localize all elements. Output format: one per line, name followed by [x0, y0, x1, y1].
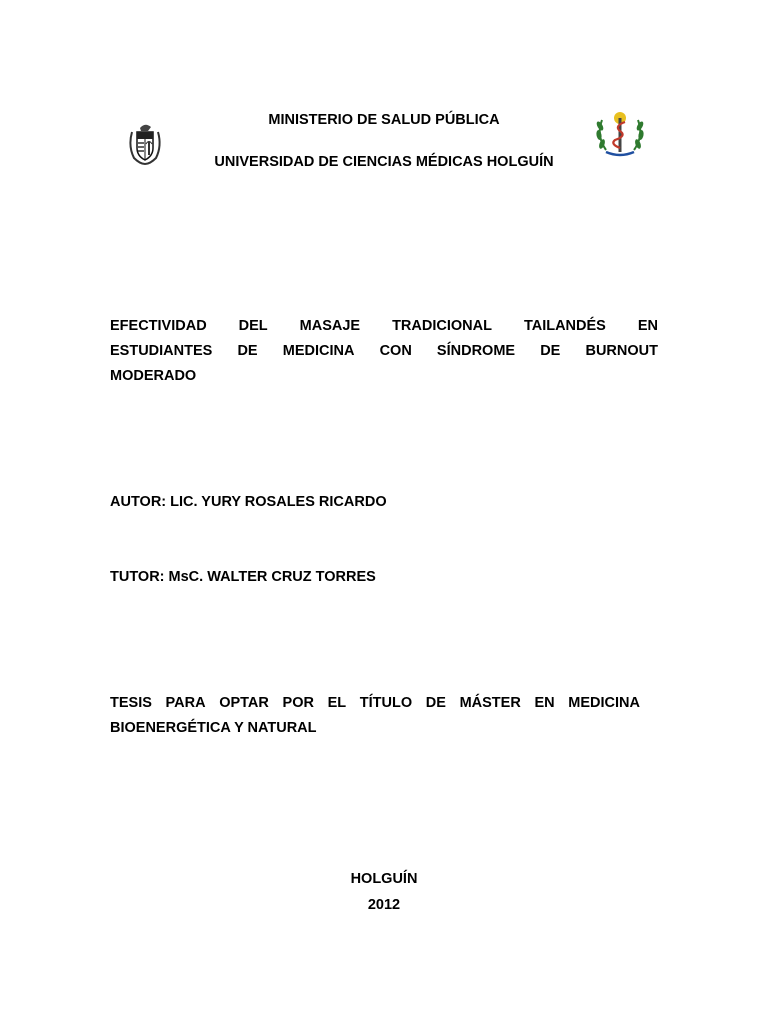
title-word: ESTUDIANTES [110, 343, 213, 359]
title-word: DE [540, 343, 561, 359]
title-word: EFECTIVIDAD [110, 318, 207, 334]
thesis-word: MEDICINA [568, 695, 640, 711]
title-word: BURNOUT [585, 343, 658, 359]
title-word: EN [637, 318, 658, 334]
thesis-word: TÍTULO [359, 695, 413, 711]
title-word: DEL [238, 318, 268, 334]
city-label: HOLGUÍN [350, 871, 418, 887]
title-word: MASAJE [299, 318, 361, 334]
thesis-word: OPTAR [219, 695, 269, 711]
tutor-line: TUTOR: MsC. WALTER CRUZ TORRES [110, 569, 376, 585]
thesis-word: MÁSTER [459, 695, 521, 711]
university-heading: UNIVERSIDAD DE CIENCIAS MÉDICAS HOLGUÍN [214, 154, 554, 170]
title-line-2 [110, 342, 658, 360]
title-word: CON [379, 343, 412, 359]
title-word: TRADICIONAL [392, 318, 492, 334]
title-line-1 [110, 317, 658, 335]
thesis-word: POR [282, 695, 314, 711]
title-word: DE [237, 343, 258, 359]
thesis-word: PARA [165, 695, 206, 711]
thesis-line-2: BIOENERGÉTICA Y NATURAL [110, 720, 317, 736]
thesis-word: EL [327, 695, 347, 711]
title-line-3: MODERADO [110, 368, 197, 384]
year-label: 2012 [367, 897, 401, 913]
title-word: SÍNDROME [436, 343, 516, 359]
author-line: AUTOR: LIC. YURY ROSALES RICARDO [110, 494, 387, 510]
ministry-heading: MINISTERIO DE SALUD PÚBLICA [268, 112, 500, 128]
thesis-line-1 [110, 694, 640, 712]
thesis-word: DE [425, 695, 446, 711]
thesis-word: TESIS [110, 695, 152, 711]
thesis-word: EN [534, 695, 555, 711]
title-word: TAILANDÉS [523, 318, 606, 334]
title-word: MEDICINA [282, 343, 355, 359]
